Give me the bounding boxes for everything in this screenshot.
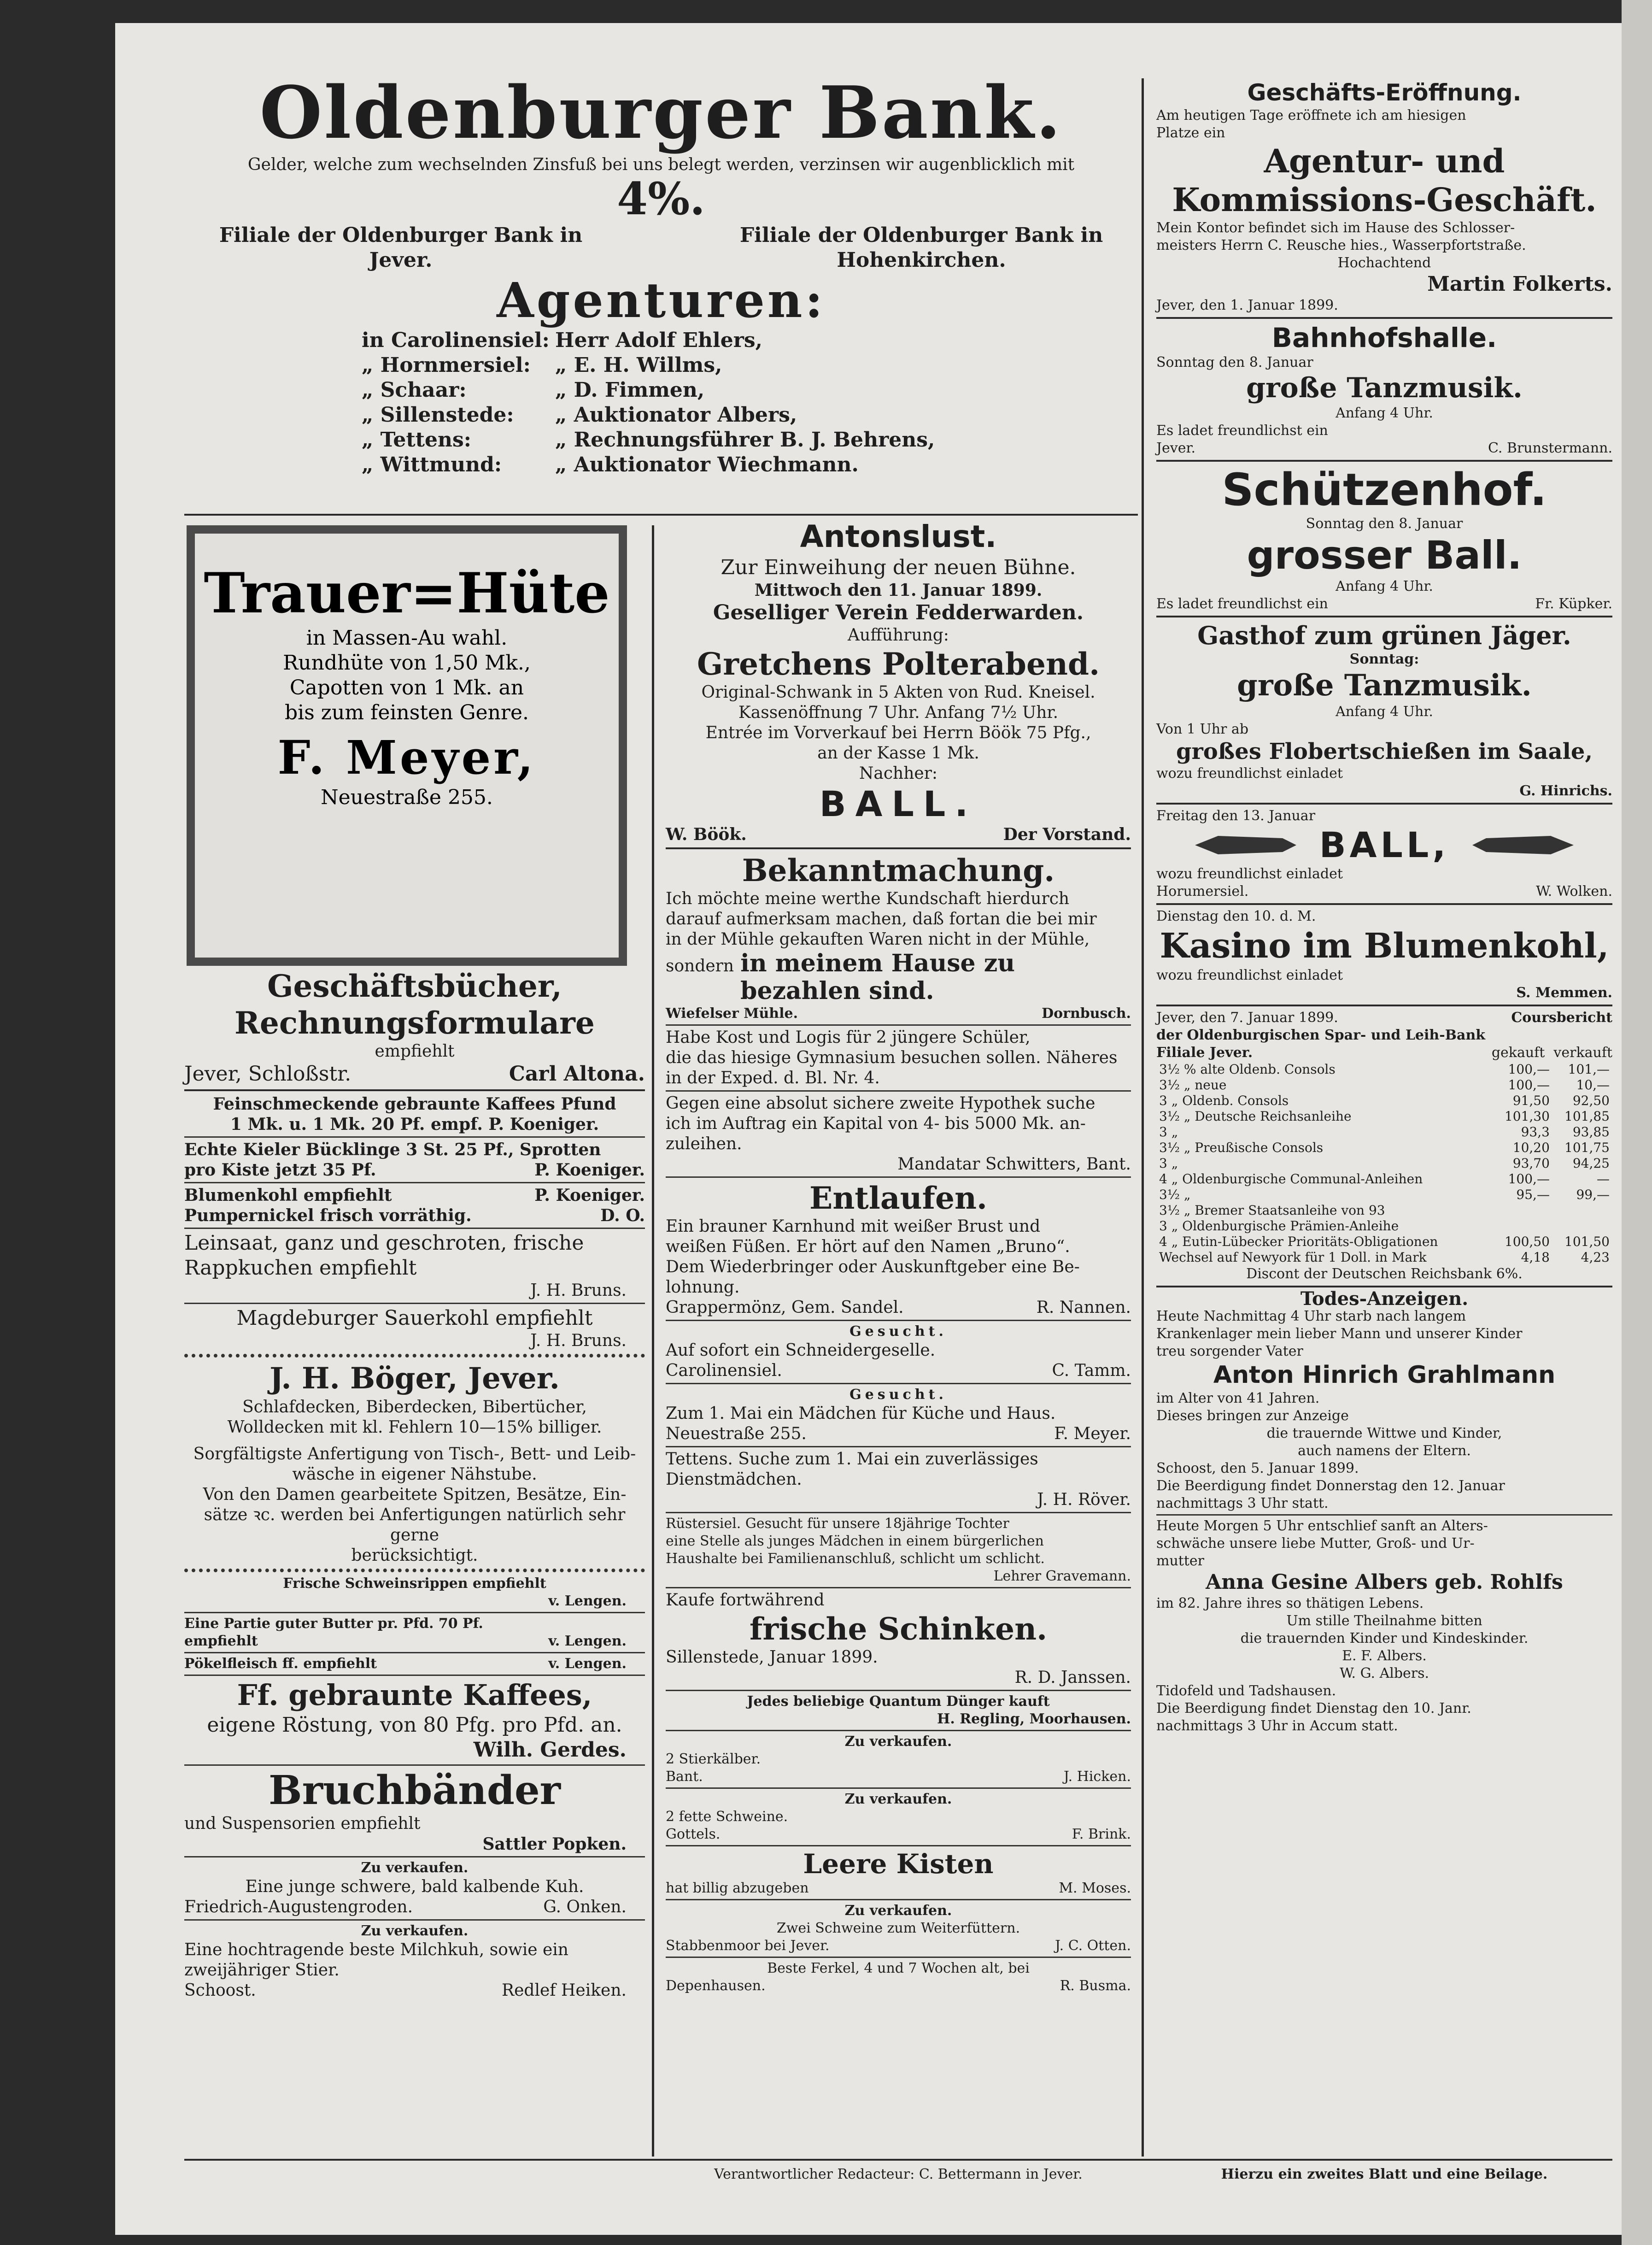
ent-line: Dem Wiederbringer oder Auskunftgeber eine Be-	[666, 1258, 1080, 1276]
column-rule-right	[1142, 78, 1144, 2157]
ent-line: weißen Füßen. Er hört auf den Namen „Bruno“.	[666, 1237, 1070, 1256]
schinken-title: frische Schinken.	[749, 1611, 1048, 1647]
tettens-line: Tettens. Suche zum 1. Mai ein zuverlässiges	[666, 1450, 1038, 1469]
freitag-place: Horumersiel.	[1156, 883, 1249, 899]
ruestersiel-line: Rüstersiel. Gesucht für unsere 18jährige Tochter	[666, 1516, 1009, 1532]
filiale-hohenkirchen: Filiale der Oldenburger Bank in Hohenkirchen.	[739, 223, 1103, 272]
zv4-place: Gottels.	[666, 1826, 721, 1842]
gb-name: Carl Altona.	[509, 1062, 645, 1086]
left-column	[184, 968, 645, 2001]
ge-line: Platze ein	[1156, 125, 1225, 141]
kurs-head: gekauft	[1491, 1045, 1545, 1061]
table-row: 4 „ Eutin-Lübecker Prioritäts-Obligationen 100,50 101,50	[1159, 1234, 1610, 1249]
gj-line: großes Flobertschießen im Saale,	[1176, 739, 1593, 764]
ge-title: Geschäfts-Eröffnung.	[1247, 79, 1522, 106]
sz-line: Es ladet freundlichst ein	[1156, 596, 1328, 612]
kurs-sub: Filiale Jever.	[1156, 1045, 1253, 1061]
schinken-line: Kaufe fortwährend	[666, 1591, 825, 1610]
todes-line: im Alter von 41 Jahren.	[1156, 1390, 1320, 1406]
ge-name: Martin Folkerts.	[1427, 272, 1612, 296]
ges2-place: Neuestraße 255.	[666, 1424, 807, 1443]
ges1-place: Carolinensiel.	[666, 1361, 782, 1380]
table-row: 3½ „ neue 100,— 10,—	[1159, 1077, 1610, 1093]
boeger-line: Sorgfältigste Anfertigung von Tisch-, Bett- und Leib-	[193, 1445, 636, 1463]
bek-name: Dornbusch.	[1042, 1005, 1131, 1022]
antonslust-title: Antonslust.	[800, 519, 997, 554]
kasino-name: S. Memmen.	[1516, 985, 1612, 1001]
duenger-name: H. Regling, Moorhausen.	[937, 1711, 1131, 1727]
sz-line: Anfang 4 Uhr.	[1336, 578, 1433, 594]
kurs-discont: Discont der Deutschen Reichsbank 6%.	[1246, 1266, 1523, 1282]
bek-line: in der Mühle gekauften Waren nicht in der Mühle,	[666, 930, 1090, 949]
kurs-title: Coursbericht	[1511, 1010, 1612, 1026]
todes2-line: Um stille Theilnahme bitten	[1286, 1613, 1482, 1629]
leinsaat-line: Leinsaat, ganz und geschroten, frische	[184, 1231, 584, 1255]
bruch-line: und Suspensorien empfiehlt	[184, 1814, 421, 1833]
bank-ad	[184, 71, 1138, 477]
trauer-line: bis zum feinsten Genre.	[285, 701, 529, 724]
ges2-title: Gesucht.	[849, 1387, 947, 1403]
tettens-name: J. H. Röver.	[1037, 1490, 1131, 1509]
zv2-line: Eine hochtragende beste Milchkuh, sowie ein	[184, 1940, 568, 1959]
zv1-line: Eine junge schwere, bald kalbende Kuh.	[245, 1877, 584, 1896]
todes-line: Krankenlager mein lieber Mann und unserer Kinder	[1156, 1326, 1523, 1342]
zv1-name: G. Onken.	[543, 1898, 627, 1916]
redakteur-line: Verantwortlicher Redacteur: C. Bettermann in Jever.	[714, 2166, 1083, 2182]
boeger-line: Von den Damen gearbeitete Spitzen, Besätze, Ein-	[203, 1485, 627, 1504]
zv2-name: Redlef Heiken.	[501, 1981, 627, 2000]
zv3-line: 2 Stierkälber.	[666, 1751, 761, 1767]
gb-place: Jever, Schloßstr.	[184, 1062, 351, 1086]
kost-line: in der Exped. d. Bl. Nr. 4.	[666, 1069, 880, 1087]
kost-line: Habe Kost und Logis für 2 jüngere Schüler,	[666, 1028, 1031, 1047]
todes2-line: mutter	[1156, 1553, 1204, 1569]
poekel-name: v. Lengen.	[548, 1656, 627, 1672]
todes2-line: W. G. Albers.	[1339, 1665, 1429, 1681]
agenturen-title: Agenturen:	[497, 272, 826, 329]
agentur-row: „ Sillenstede: „ Auktionator Albers,	[362, 403, 797, 427]
trauer-line: in Massen-Au wahl.	[306, 626, 508, 650]
trauer-line: Rundhüte von 1,50 Mk.,	[283, 651, 531, 675]
ges1-name: C. Tamm.	[1052, 1361, 1131, 1380]
ent-line: Ein brauner Karnhund mit weißer Brust und	[666, 1217, 1041, 1236]
bruch-name: Sattler Popken.	[482, 1834, 627, 1854]
antonslust-line: Nachher:	[859, 764, 938, 783]
todes-line: die trauernde Wittwe und Kinder,	[1266, 1425, 1502, 1441]
sauerkohl-name: J. H. Bruns.	[530, 1331, 627, 1350]
antonslust-line: Aufführung:	[848, 626, 949, 645]
antonslust-line: an der Kasse 1 Mk.	[817, 744, 979, 763]
ruestersiel-line: eine Stelle als junges Mädchen in einem bürgerlichen	[666, 1533, 1044, 1549]
antonslust-ball: BALL.	[819, 783, 978, 824]
trauer-name: F. Meyer,	[277, 730, 536, 785]
butter-line: empfiehlt	[184, 1633, 258, 1649]
footer-rule	[184, 2159, 1612, 2161]
gruener-jaeger-title: Gasthof zum grünen Jäger.	[1197, 621, 1571, 650]
bahnhofshalle-title: Bahnhofshalle.	[1271, 322, 1497, 353]
gj-name: G. Hinrichs.	[1519, 783, 1612, 799]
table-row: 3 „ Oldenburgische Prämien-Anleihe	[1159, 1218, 1399, 1234]
kasino-title: Kasino im Blumenkohl,	[1160, 926, 1609, 966]
ferkel-name: R. Busma.	[1060, 1978, 1131, 1994]
gj-line: Von 1 Uhr ab	[1156, 721, 1249, 737]
zv2-line: zweijähriger Stier.	[184, 1961, 340, 1980]
antonslust-sig: W. Böök.	[666, 825, 747, 844]
ruestersiel-name: Lehrer Gravemann.	[993, 1568, 1131, 1584]
gj-line: Anfang 4 Uhr.	[1336, 704, 1433, 720]
ge-line: Mein Kontor befindet sich im Hause des Schlosser-	[1156, 220, 1515, 236]
poekel-line: Pökelfleisch ff. empfiehlt	[184, 1656, 377, 1672]
leinsaat-name: J. H. Bruns.	[530, 1281, 627, 1300]
zv5-place: Stabbenmoor bei Jever.	[666, 1938, 830, 1954]
ges2-name: F. Meyer.	[1054, 1424, 1131, 1443]
gj-line: große Tanzmusik.	[1237, 668, 1532, 703]
table-row: 3½ % alte Oldenb. Consols 100,— 101,—	[1159, 1062, 1610, 1077]
kisten-line: hat billig abzugeben	[666, 1880, 809, 1896]
zv4-name: F. Brink.	[1072, 1826, 1131, 1842]
zv5-name: J. C. Otten.	[1054, 1938, 1131, 1954]
butter-line: Eine Partie guter Butter pr. Pfd. 70 Pf.	[184, 1616, 483, 1632]
zv5-line: Zwei Schweine zum Weiterfüttern.	[776, 1920, 1020, 1936]
ge-line: Kommissions-Geschäft.	[1172, 181, 1597, 219]
sz-ball: grosser Ball.	[1247, 533, 1522, 578]
freitag-line: Freitag den 13. Januar	[1156, 808, 1316, 824]
todes-name: Anton Hinrich Grahlmann	[1213, 1361, 1556, 1389]
trauer-huete-ad	[187, 525, 627, 966]
pumpernickel-line: Pumpernickel frisch vorräthig.	[184, 1206, 472, 1225]
kieler-name: P. Koeniger.	[534, 1160, 645, 1180]
boeger-line: berücksichtigt.	[351, 1546, 478, 1565]
gj-line: wozu freundlichst einladet	[1156, 765, 1343, 782]
pumpernickel-name: D. O.	[600, 1206, 645, 1225]
sz-line: Sonntag den 8. Januar	[1306, 516, 1463, 532]
todes2-line: nachmittags 3 Uhr in Accum statt.	[1156, 1718, 1398, 1734]
kost-line: die das hiesige Gymnasium besuchen sollen. Näheres	[666, 1048, 1118, 1067]
bruch-title: Bruchbänder	[269, 1767, 561, 1814]
boeger-line: Schlafdecken, Biberdecken, Bibertücher,	[242, 1398, 587, 1416]
bh-place: Jever.	[1156, 440, 1196, 456]
antonslust-line: Original-Schwank in 5 Akten von Rud. Kneisel.	[701, 683, 1095, 702]
ge-line: meisters Herrn C. Reusche hies., Wasserpfortstraße.	[1156, 237, 1526, 253]
schinken-name: R. D. Janssen.	[1014, 1668, 1131, 1687]
zv4-line: 2 fette Schweine.	[666, 1809, 788, 1825]
zv3-name: J. Hicken.	[1063, 1769, 1131, 1785]
agentur-row: „ Tettens: „ Rechnungsführer B. J. Behrens,	[362, 428, 935, 452]
antonslust-play: Gretchens Polterabend.	[697, 646, 1100, 682]
kieler-line: pro Kiste jetzt 35 Pf.	[184, 1160, 376, 1180]
kurs-date: Jever, den 7. Januar 1899.	[1156, 1010, 1338, 1026]
todes-line: treu sorgender Vater	[1156, 1343, 1303, 1359]
freitag-name: W. Wolken.	[1536, 883, 1612, 899]
bek-highlight: in meinem Hause zu bezahlen sind.	[740, 949, 1015, 1005]
kaffee-line: Feinschmeckende gebraunte Kaffees Pfund	[213, 1094, 616, 1114]
schwein-line: Frische Schweinsrippen empfiehlt	[283, 1575, 546, 1592]
kisten-name: M. Moses.	[1059, 1880, 1131, 1896]
zv5-title: Zu verkaufen.	[844, 1903, 952, 1919]
page-edge	[1622, 0, 1652, 2245]
antonslust-line: Mittwoch den 11. Januar 1899.	[754, 581, 1043, 600]
todes2-line: im 82. Jahre ihres so thätigen Lebens.	[1156, 1595, 1424, 1611]
bek-title: Bekanntmachung.	[742, 852, 1055, 888]
antonslust-line: Geselliger Verein Fedderwarden.	[713, 601, 1084, 624]
pointing-hand-left-icon	[1190, 829, 1301, 861]
boeger-line: wäsche in eigener Nähstube.	[292, 1465, 537, 1484]
trauer-line: Capotten von 1 Mk. an	[289, 676, 524, 699]
todes2-name: Anna Gesine Albers geb. Rohlfs	[1206, 1570, 1563, 1594]
bank-text: Gelder, welche zum wechselnden Zinsfuß bei uns belegt werden, verzinsen wir augenblicklich mit	[247, 155, 1075, 174]
schuetzenhof-title: Schützenhof.	[1222, 464, 1547, 516]
hyp-line: zuleihen.	[666, 1134, 742, 1153]
beilage-line: Hierzu ein zweites Blatt und eine Beilage.	[1221, 2166, 1548, 2182]
zv1-place: Friedrich-Augustengroden.	[184, 1898, 413, 1916]
todes2-line: die trauernden Kinder und Kindeskinder.	[1240, 1630, 1529, 1646]
kieler-line: Echte Kieler Bücklinge 3 St. 25 Pf., Sprotten	[184, 1140, 601, 1159]
bh-line: Anfang 4 Uhr.	[1336, 405, 1433, 421]
kurs-sub: der Oldenburgischen Spar- und Leih-Bank	[1156, 1027, 1486, 1043]
todes-line: nachmittags 3 Uhr statt.	[1156, 1495, 1329, 1511]
kisten-title: Leere Kisten	[803, 1848, 994, 1880]
todes-line: Die Beerdigung findet Donnerstag den 12. Januar	[1156, 1478, 1505, 1494]
todes-line: auch namens der Eltern.	[1298, 1443, 1471, 1459]
bh-name: C. Brunstermann.	[1488, 440, 1612, 456]
todes2-line: Heute Morgen 5 Uhr entschlief sanft an Alters-	[1156, 1518, 1488, 1534]
hyp-line: Gegen eine absolut sichere zweite Hypothek suche	[666, 1094, 1095, 1113]
tettens-line: Dienstmädchen.	[666, 1470, 802, 1489]
bek-line: Ich möchte meine werthe Kundschaft hierdurch	[666, 889, 1070, 908]
blumenkohl-line: Blumenkohl empfiehlt	[184, 1186, 392, 1205]
ent-name: R. Nannen.	[1036, 1298, 1131, 1317]
todes2-line: E. F. Albers.	[1342, 1648, 1427, 1664]
antonslust-line: Kassenöffnung 7 Uhr. Anfang 7½ Uhr.	[738, 703, 1059, 722]
kasino-line: Dienstag den 10. d. M.	[1156, 908, 1316, 924]
antonslust-line: Entrée im Vorverkauf bei Herrn Böök 75 Pfg.,	[705, 723, 1091, 742]
sauerkohl-line: Magdeburger Sauerkohl empfiehlt	[236, 1306, 593, 1330]
ff-title: Ff. gebraunte Kaffees,	[237, 1678, 592, 1712]
ge-line: Agentur- und	[1264, 142, 1505, 180]
bek-place: Wiefelser Mühle.	[666, 1005, 798, 1022]
antonslust-line: Zur Einweihung der neuen Bühne.	[721, 556, 1076, 579]
blumenkohl-name: P. Koeniger.	[534, 1186, 645, 1205]
schinken-place: Sillenstede, Januar 1899.	[666, 1648, 878, 1667]
gb-title1: Geschäftsbücher,	[267, 968, 562, 1004]
ges2-line: Zum 1. Mai ein Mädchen für Küche und Haus.	[666, 1404, 1056, 1423]
table-row: Wechsel auf Newyork für 1 Doll. in Mark 4,18 4,23	[1159, 1250, 1610, 1265]
table-row: 3 „ Oldenb. Consols 91,50 92,50	[1159, 1093, 1610, 1108]
table-row: 3½ „ Bremer Staatsanleihe von 93	[1159, 1203, 1385, 1218]
sz-name: Fr. Küpker.	[1535, 596, 1612, 612]
header-rule	[184, 514, 1138, 516]
zv1-title: Zu verkaufen.	[361, 1860, 469, 1876]
ruestersiel-line: Haushalte bei Familienanschluß, schlicht um schlicht.	[666, 1551, 1045, 1567]
ff-line: eigene Röstung, von 80 Pfg. pro Pfd. an.	[207, 1713, 622, 1737]
duenger-line: Jedes beliebige Quantum Dünger kauft	[747, 1693, 1050, 1710]
table-row: 4 „ Oldenburgische Communal-Anleihen 100,— —	[1159, 1171, 1610, 1187]
kurs-table	[1156, 1062, 1612, 1265]
leinsaat-line: Rappkuchen empfiehlt	[184, 1256, 417, 1280]
ent-title: Entlaufen.	[809, 1180, 987, 1216]
boeger-line: sätze ꝛc. werden bei Anfertigungen natürlich sehr gerne	[204, 1505, 626, 1545]
todes-line: Heute Nachmittag 4 Uhr starb nach langem	[1156, 1308, 1466, 1324]
bh-line: Sonntag den 8. Januar	[1156, 354, 1313, 370]
todes-title: Todes-Anzeigen.	[1300, 1288, 1469, 1310]
table-row: 3 „ 93,70 94,25	[1159, 1156, 1610, 1171]
butter-name: v. Lengen.	[548, 1633, 627, 1649]
column-rule-middle	[652, 525, 654, 2157]
right-column	[1156, 78, 1612, 1735]
table-row: 3½ „ Deutsche Reichsanleihe 101,30 101,85	[1159, 1109, 1610, 1124]
boeger-title: J. H. Böger, Jever.	[269, 1361, 560, 1396]
bek-line: darauf aufmerksam machen, daß fortan die bei mir	[666, 910, 1097, 929]
table-row: 3½ „ 95,— 99,—	[1159, 1187, 1610, 1202]
table-row: 3 „ 93,3 93,85	[1159, 1124, 1610, 1140]
zv2-title: Zu verkaufen.	[361, 1923, 469, 1939]
freitag-ball: BALL,	[1319, 824, 1450, 865]
ge-line: Hochachtend	[1337, 255, 1431, 271]
todes2-line: schwäche unsere liebe Mutter, Groß- und Ur-	[1156, 1535, 1475, 1552]
schwein-name: v. Lengen.	[548, 1593, 627, 1609]
boeger-line: Wolldecken mit kl. Fehlern 10—15% billiger.	[227, 1418, 602, 1437]
zv3-title: Zu verkaufen.	[844, 1734, 952, 1750]
zv4-title: Zu verkaufen.	[844, 1791, 952, 1807]
zv2-place: Schoost.	[184, 1981, 256, 2000]
todes-line: Dieses bringen zur Anzeige	[1156, 1408, 1349, 1424]
agentur-row: in Carolinensiel: Herr Adolf Ehlers,	[362, 329, 762, 352]
pointing-hand-right-icon	[1468, 829, 1578, 861]
kaffee-line: 1 Mk. u. 1 Mk. 20 Pf. empf. P. Koeniger.	[230, 1115, 599, 1134]
hyp-name: Mandatar Schwitters, Bant.	[897, 1155, 1131, 1174]
agentur-row: „ Hornmersiel: „ E. H. Willms,	[362, 353, 722, 377]
ff-name: Wilh. Gerdes.	[473, 1738, 627, 1762]
freitag-line: wozu freundlichst einladet	[1156, 866, 1343, 882]
agentur-row: „ Wittmund: „ Auktionator Wiechmann.	[362, 453, 859, 476]
zv3-place: Bant.	[666, 1769, 703, 1785]
gj-line: Sonntag:	[1349, 651, 1419, 667]
trauer-address: Neuestraße 255.	[321, 786, 493, 809]
table-row: 3½ „ Preußische Consols 10,20 101,75	[1159, 1140, 1610, 1155]
ges1-line: Auf sofort ein Schneidergeselle.	[666, 1341, 936, 1360]
ges1-title: Gesucht.	[849, 1323, 947, 1340]
todes2-line: Die Beerdigung findet Dienstag den 10. Janr.	[1156, 1700, 1471, 1716]
agentur-row: „ Schaar: „ D. Fimmen,	[362, 378, 705, 402]
ferkel-place: Depenhausen.	[666, 1978, 766, 1994]
ge-date: Jever, den 1. Januar 1899.	[1156, 297, 1338, 313]
todes-line: Schoost, den 5. Januar 1899.	[1156, 1460, 1359, 1476]
bank-rate: 4%.	[617, 173, 705, 225]
ent-line: lohnung.	[666, 1278, 740, 1297]
antonslust-sig: Der Vorstand.	[1003, 825, 1131, 844]
bh-line: große Tanzmusik.	[1246, 372, 1523, 404]
bek-line: sondern	[666, 957, 734, 976]
bh-line: Es ladet freundlichst ein	[1156, 423, 1328, 439]
ent-place: Grappermönz, Gem. Sandel.	[666, 1298, 904, 1317]
trauer-title: Trauer=Hüte	[204, 561, 610, 626]
kasino-line: wozu freundlichst einladet	[1156, 967, 1343, 983]
ferkel-line: Beste Ferkel, 4 und 7 Wochen alt, bei	[767, 1960, 1030, 1976]
hyp-line: ich im Auftrag ein Kapital von 4- bis 5000 Mk. an-	[666, 1114, 1086, 1133]
gb-empf: empfiehlt	[375, 1042, 455, 1061]
ge-line: Am heutigen Tage eröffnete ich am hiesigen	[1156, 107, 1466, 123]
bank-title: Oldenburger Bank.	[259, 71, 1063, 155]
todes2-line: Tidofeld und Tadshausen.	[1156, 1683, 1336, 1699]
middle-column	[666, 518, 1131, 1995]
kurs-head: verkauft	[1553, 1045, 1612, 1061]
filiale-jever: Filiale der Oldenburger Bank in Jever.	[219, 223, 583, 272]
gb-title2: Rechnungsformulare	[234, 1005, 595, 1041]
